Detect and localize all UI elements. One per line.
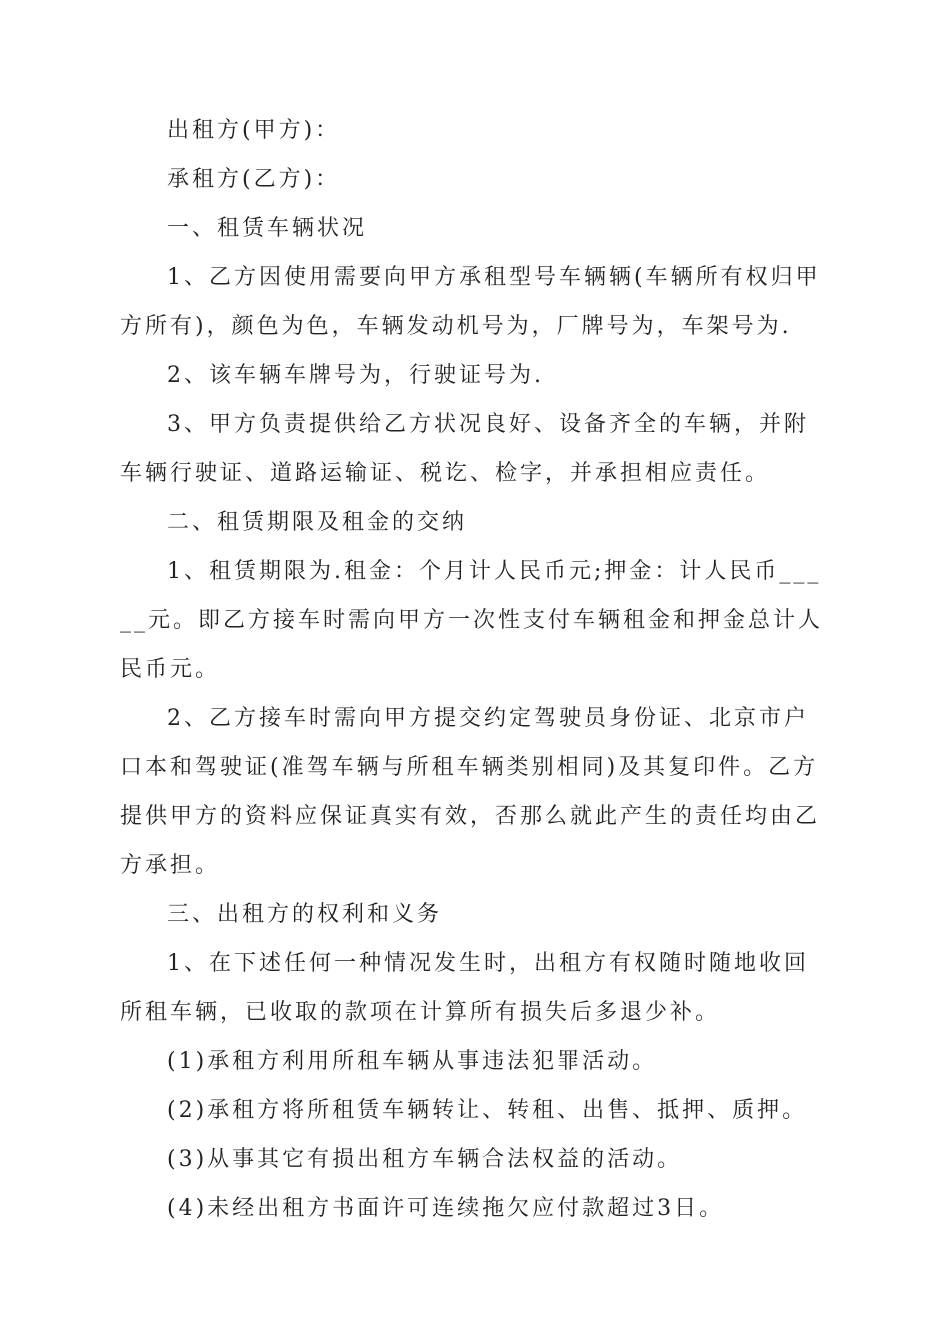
list-item-2: (2)承租方将所租赁车辆转让、转租、出售、抵押、质押。 xyxy=(167,1098,808,1123)
section-heading-lessor-rights: 三、出租方的权利和义务 xyxy=(167,902,443,927)
clause-1-3: 3、甲方负责提供给乙方状况良好、设备齐全的车辆，并附车辆行驶证、道路运输证、税讫、检字，并承担相应责任。 xyxy=(120,412,809,486)
lessor-line: 出租方(甲方)： xyxy=(167,118,341,143)
list-item-1: (1)承租方利用所租车辆从事违法犯罪活动。 xyxy=(167,1049,658,1074)
list-item-4: (4)未经出租方书面许可连续拖欠应付款超过3日。 xyxy=(167,1196,725,1221)
list-item-3: (3)从事其它有损出租方车辆合法权益的活动。 xyxy=(167,1147,683,1172)
clause-2-2: 2、乙方接车时需向甲方提交约定驾驶员身份证、北京市户口本和驾驶证(准驾车辆与所租车辆类别相同)及其复印件。乙方提供甲方的资料应保证真实有效，否那么就此产生的责任均由乙方承担。 xyxy=(120,706,821,878)
clause-1-1: 1、乙方因使用需要向甲方承租型号车辆辆(车辆所有权归甲方所有)，颜色为色，车辆发动机号为，厂牌号为，车架号为. xyxy=(120,265,821,339)
clause-1-2: 2、该车辆车牌号为，行驶证号为. xyxy=(167,363,544,388)
lessee-line: 承租方(乙方)： xyxy=(167,167,341,192)
clause-2-1: 1、租赁期限为.租金：个月计人民币元;押金：计人民币_____元。即乙方接车时需向甲方一次性支付车辆租金和押金总计人民币元。 xyxy=(120,559,824,682)
section-heading-vehicle: 一、租赁车辆状况 xyxy=(167,216,368,241)
section-heading-term: 二、租赁期限及租金的交纳 xyxy=(167,510,468,535)
document-body xyxy=(120,106,832,1233)
clause-3-1: 1、在下述任何一种情况发生时，出租方有权随时随地收回所租车辆，已收取的款项在计算所有损失后多退少补。 xyxy=(120,951,809,1025)
